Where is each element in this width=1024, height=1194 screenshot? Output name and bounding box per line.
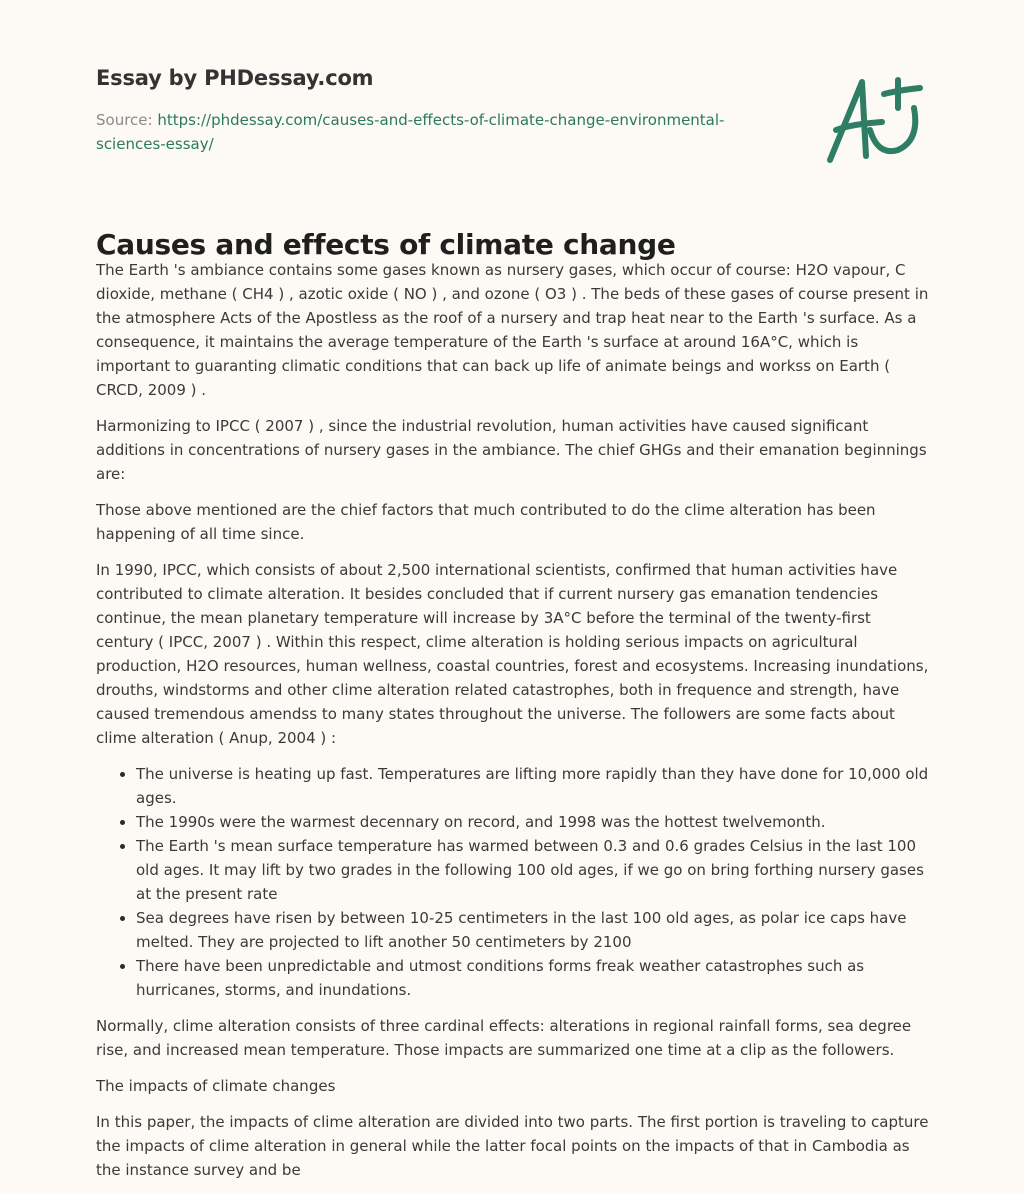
list-item: • There have been unpredictable and utmost conditions forms freak weather catastrophes such as hurricanes, storms, and inundations. — [136, 954, 932, 1002]
page-header — [96, 60, 776, 156]
paragraph-ipcc: Harmonizing to IPCC ( 2007 ) , since the industrial revolution, human activities have caused significant additions in concentrations of nursery gases in the ambiance. The chief GHGs and their emanation beginnings are: — [96, 417, 927, 483]
source-line — [96, 108, 776, 156]
paragraph-factors: Those above mentioned are the chief factors that much contributed to do the clime alteration has been happening of all time since. — [96, 501, 876, 543]
a-plus-grade-icon — [822, 68, 932, 168]
source-link[interactable]: https://phdessay.com/causes-and-effects-of-climate-change-environmental-sciences-essay/ — [96, 111, 725, 153]
facts-list — [96, 762, 932, 1002]
list-item: • Sea degrees have risen by between 10-25 centimeters in the last 100 old ages, as polar ice caps have melted. They are projected to lift another 50 centimeters by 2100 — [136, 906, 932, 954]
section-heading-impacts: The impacts of climate changes — [96, 1077, 336, 1095]
paragraph-effects: Normally, clime alteration consists of three cardinal effects: alterations in regional rainfall forms, sea degree rise, and increased mean temperature. Those impacts are summarized one time at a clip as the followers. — [96, 1017, 912, 1059]
list-item: • The Earth 's mean surface temperature has warmed between 0.3 and 0.6 grades Celsius in the last 100 old ages. It may lift by two grades in the following 100 old ages, if we go on bring forthing nursery gases at the present rate — [136, 834, 932, 906]
list-item: • The 1990s were the warmest decennary on record, and 1998 was the hottest twelvemonth. — [136, 810, 932, 834]
article-title: Causes and effects of climate change — [96, 228, 676, 261]
list-item: • The universe is heating up fast. Temperatures are lifting more rapidly than they have done for 10,000 old ages. — [136, 762, 932, 810]
paragraph-1990: In 1990, IPCC, which consists of about 2,500 international scientists, confirmed that human activities have contributed to climate alteration. It besides concluded that if current nursery gas emanation tendencies continue, the mean planetary temperature will increase by 3A°C before the terminal of the twenty-first century ( IPCC, 2007 ) . Within this respect, clime alteration is holding serious impacts on agricultural production, H2O resources, human wellness, coastal countries, forest and ecosystems. Increasing inundations, drouths, windstorms and other clime alteration related catastrophes, both in frequence and strength, have caused tremendous amendss to many states throughout the universe. The followers are some facts about clime alteration ( Anup, 2004 ) : — [96, 561, 929, 747]
paragraph-intro: The Earth 's ambiance contains some gases known as nursery gases, which occur of course: H2O vapour, C dioxide, methane ( CH4 ) , azotic oxide ( NO ) , and ozone ( O3 ) . The beds of these gases of course present in the atmosphere Acts of the Apostless as the roof of a nursery and trap heat near to the Earth 's surface. As a consequence, it maintains the average temperature of the Earth 's surface at around 16A°C, which is important to guaranting climatic conditions that can back up life of animate beings and workss on Earth ( CRCD, 2009 ) . — [96, 261, 929, 399]
paragraph-paper: In this paper, the impacts of clime alteration are divided into two parts. The first portion is traveling to capture the impacts of clime alteration in general while the latter focal points on the impacts of that in Cambodia as the instance survey and be — [96, 1113, 929, 1179]
source-label: Source: — [96, 111, 158, 129]
site-title: Essay by PHDessay.com — [96, 66, 374, 90]
article-body — [96, 258, 932, 1194]
